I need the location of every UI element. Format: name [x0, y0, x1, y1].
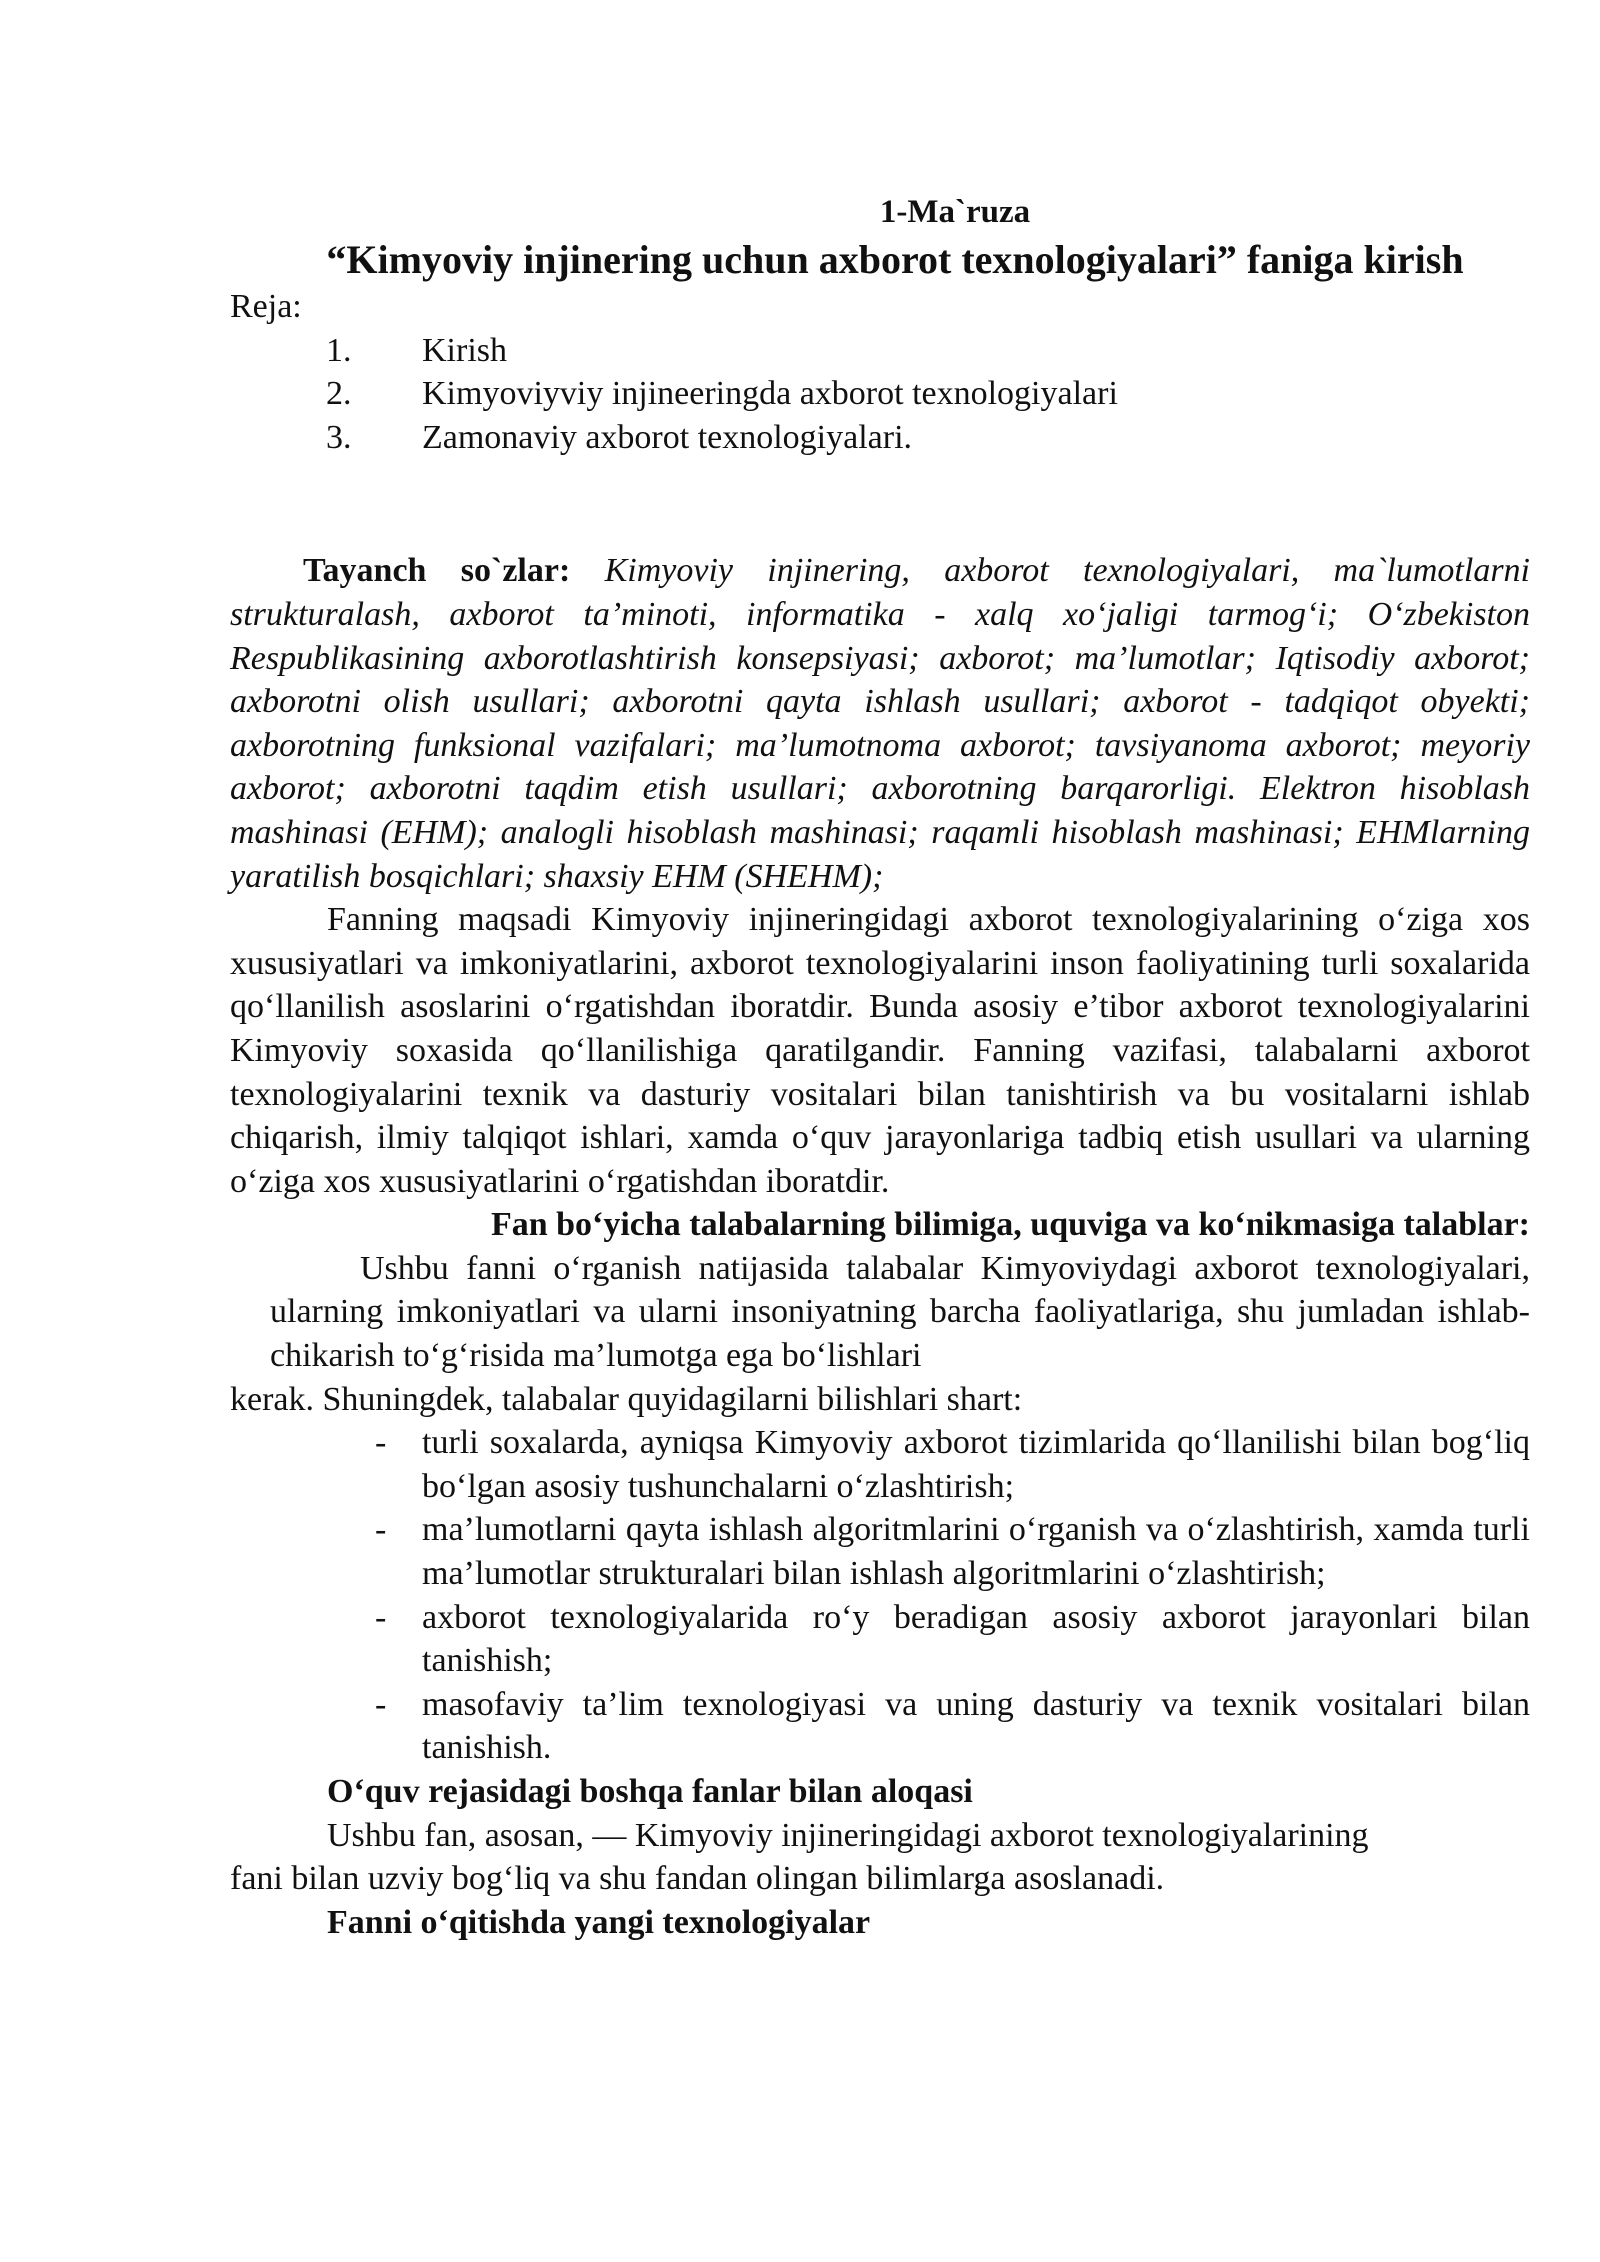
requirement-item [230, 1421, 1530, 1508]
requirements-list [230, 1421, 1530, 1770]
plan-item-text: Zamonaviy axborot texnologiyalari. [422, 418, 913, 456]
plan-item-number: 1. [326, 331, 352, 369]
plan-label: Reja: [230, 288, 302, 325]
requirements-intro-continued: kerak. Shuningdek, talabalar quyidagilarni bilishlari shart: [230, 1380, 1023, 1418]
section-spacer [230, 459, 1530, 549]
plan-item-number: 2. [326, 375, 352, 413]
dash-bullet: - [375, 1424, 387, 1462]
requirements-intro: Ushbu fanni o‘rganish natijasida talabalar Kimyoviydagi axborot texnologiyalari, ularning imkoniyatlari va ularni insoniyatning barcha faoliyatlariga, shu jumladan ishlab-chikarish to‘g‘risida ma’lumotga ega bo‘lishlari [270, 1249, 1530, 1375]
lecture-number: 1-Ma`ruza [879, 194, 1031, 230]
plan-item [230, 329, 1530, 373]
plan-item-number: 3. [326, 418, 352, 456]
dash-bullet: - [375, 1685, 387, 1723]
requirement-item [230, 1683, 1530, 1770]
requirement-text: masofaviy ta’lim texnologiyasi va uning dasturiy va texnik vositalari bilan tanishish. [422, 1685, 1530, 1767]
plan-list [230, 329, 1530, 460]
relations-line-1: Ushbu fan, asosan, — Kimyoviy injineringidagi axborot texnologiyalarining [327, 1816, 1369, 1854]
requirement-text: axborot texnologiyalarida ro‘y beradigan asosiy axborot jarayonlari bilan tanishish; [422, 1598, 1530, 1680]
requirements-heading: Fan bo‘yicha talabalarning bilimiga, uquviga va ko‘nikmasiga talablar: [490, 1206, 1530, 1244]
new-tech-heading: Fanni o‘qitishda yangi texnologiyalar [327, 1903, 871, 1941]
goal-paragraph: Fanning maqsadi Kimyoviy injineringidagi axborot texnologiyalarining o‘ziga xos xususiyatlari va imkoniyatlarini, axborot texnologiyalarini inson faoliyatining turli soxalarida qo‘llanilish asoslarini o‘rgatishdan iboratdir. Bunda asosiy e’tibor axborot texnologiyalarini Kimyoviy soxasida qo‘llanilishiga qaratilgandir. Fanning vazifasi, talabalarni axborot texnologiyalarini texnik va dasturiy vositalari bilan tanishtirish va bu vositalarni ishlab chiqarish, ilmiy talqiqot ishlari, xamda o‘quv jarayonlariga tadbiq etish usullari va ularning o‘ziga xos xususiyatlarini o‘rgatishdan iboratdir. [230, 901, 1530, 1200]
requirement-item [230, 1508, 1530, 1595]
requirement-text: turli soxalarda, ayniqsa Kimyoviy axborot tizimlarida qo‘llanilishi bilan bog‘liq bo‘lgan asosiy tushunchalarni o‘zlashtirish; [422, 1424, 1530, 1505]
keywords-paragraph [230, 549, 1530, 898]
requirement-text: ma’lumotlarni qayta ishlash algoritmlarini o‘rganish va o‘zlashtirish, xamda turli ma’lumotlar strukturalari bilan ishlash algoritmlarini o‘zlashtirish; [422, 1511, 1530, 1593]
relations-line-2: fani bilan uzviy bog‘liq va shu fandan olingan bilimlarga asoslanadi. [230, 1860, 1165, 1898]
plan-item-text: Kirish [422, 331, 507, 369]
requirement-item [230, 1596, 1530, 1683]
plan-item [230, 372, 1530, 416]
plan-item [230, 416, 1530, 460]
dash-bullet: - [375, 1511, 387, 1549]
plan-item-text: Kimyoviyviy injineeringda axborot texnologiyalari [422, 375, 1118, 413]
keywords-text: Kimyoviy injinering, axborot texnologiyalari, ma`lumotlarni strukturalash, axborot ta’minoti, informatika - xalq xo‘jaligi tarmog‘i; O‘zbekiston Respublikasining axborotlashtirish konsepsiyasi; axborot; ma’lumotlar; Iqtisodiy axborot; axborotni olish usullari; axborotni qayta ishlash usullari; axborot - tadqiqot obyekti; axborotning funksional vazifalari; ma’lumotnoma axborot; tavsiyanoma axborot; meyoriy axborot; axborotni taqdim etish usullari; axborotning barqarorligi. Elektron hisoblash mashinasi (EHM); analogli hisoblash mashinasi; raqamli hisoblash mashinasi; EHMlarning yaratilish bosqichlari; shaxsiy EHM (SHEHM); [230, 552, 1530, 895]
document-page [230, 190, 1530, 1944]
keywords-label: Tayanch so`zlar: [303, 552, 571, 590]
dash-bullet: - [375, 1598, 387, 1636]
relations-heading: O‘quv rejasidagi boshqa fanlar bilan aloqasi [327, 1773, 973, 1810]
lecture-title: “Kimyoviy injinering uchun axborot texnologiyalari” faniga kirish [326, 237, 1464, 282]
